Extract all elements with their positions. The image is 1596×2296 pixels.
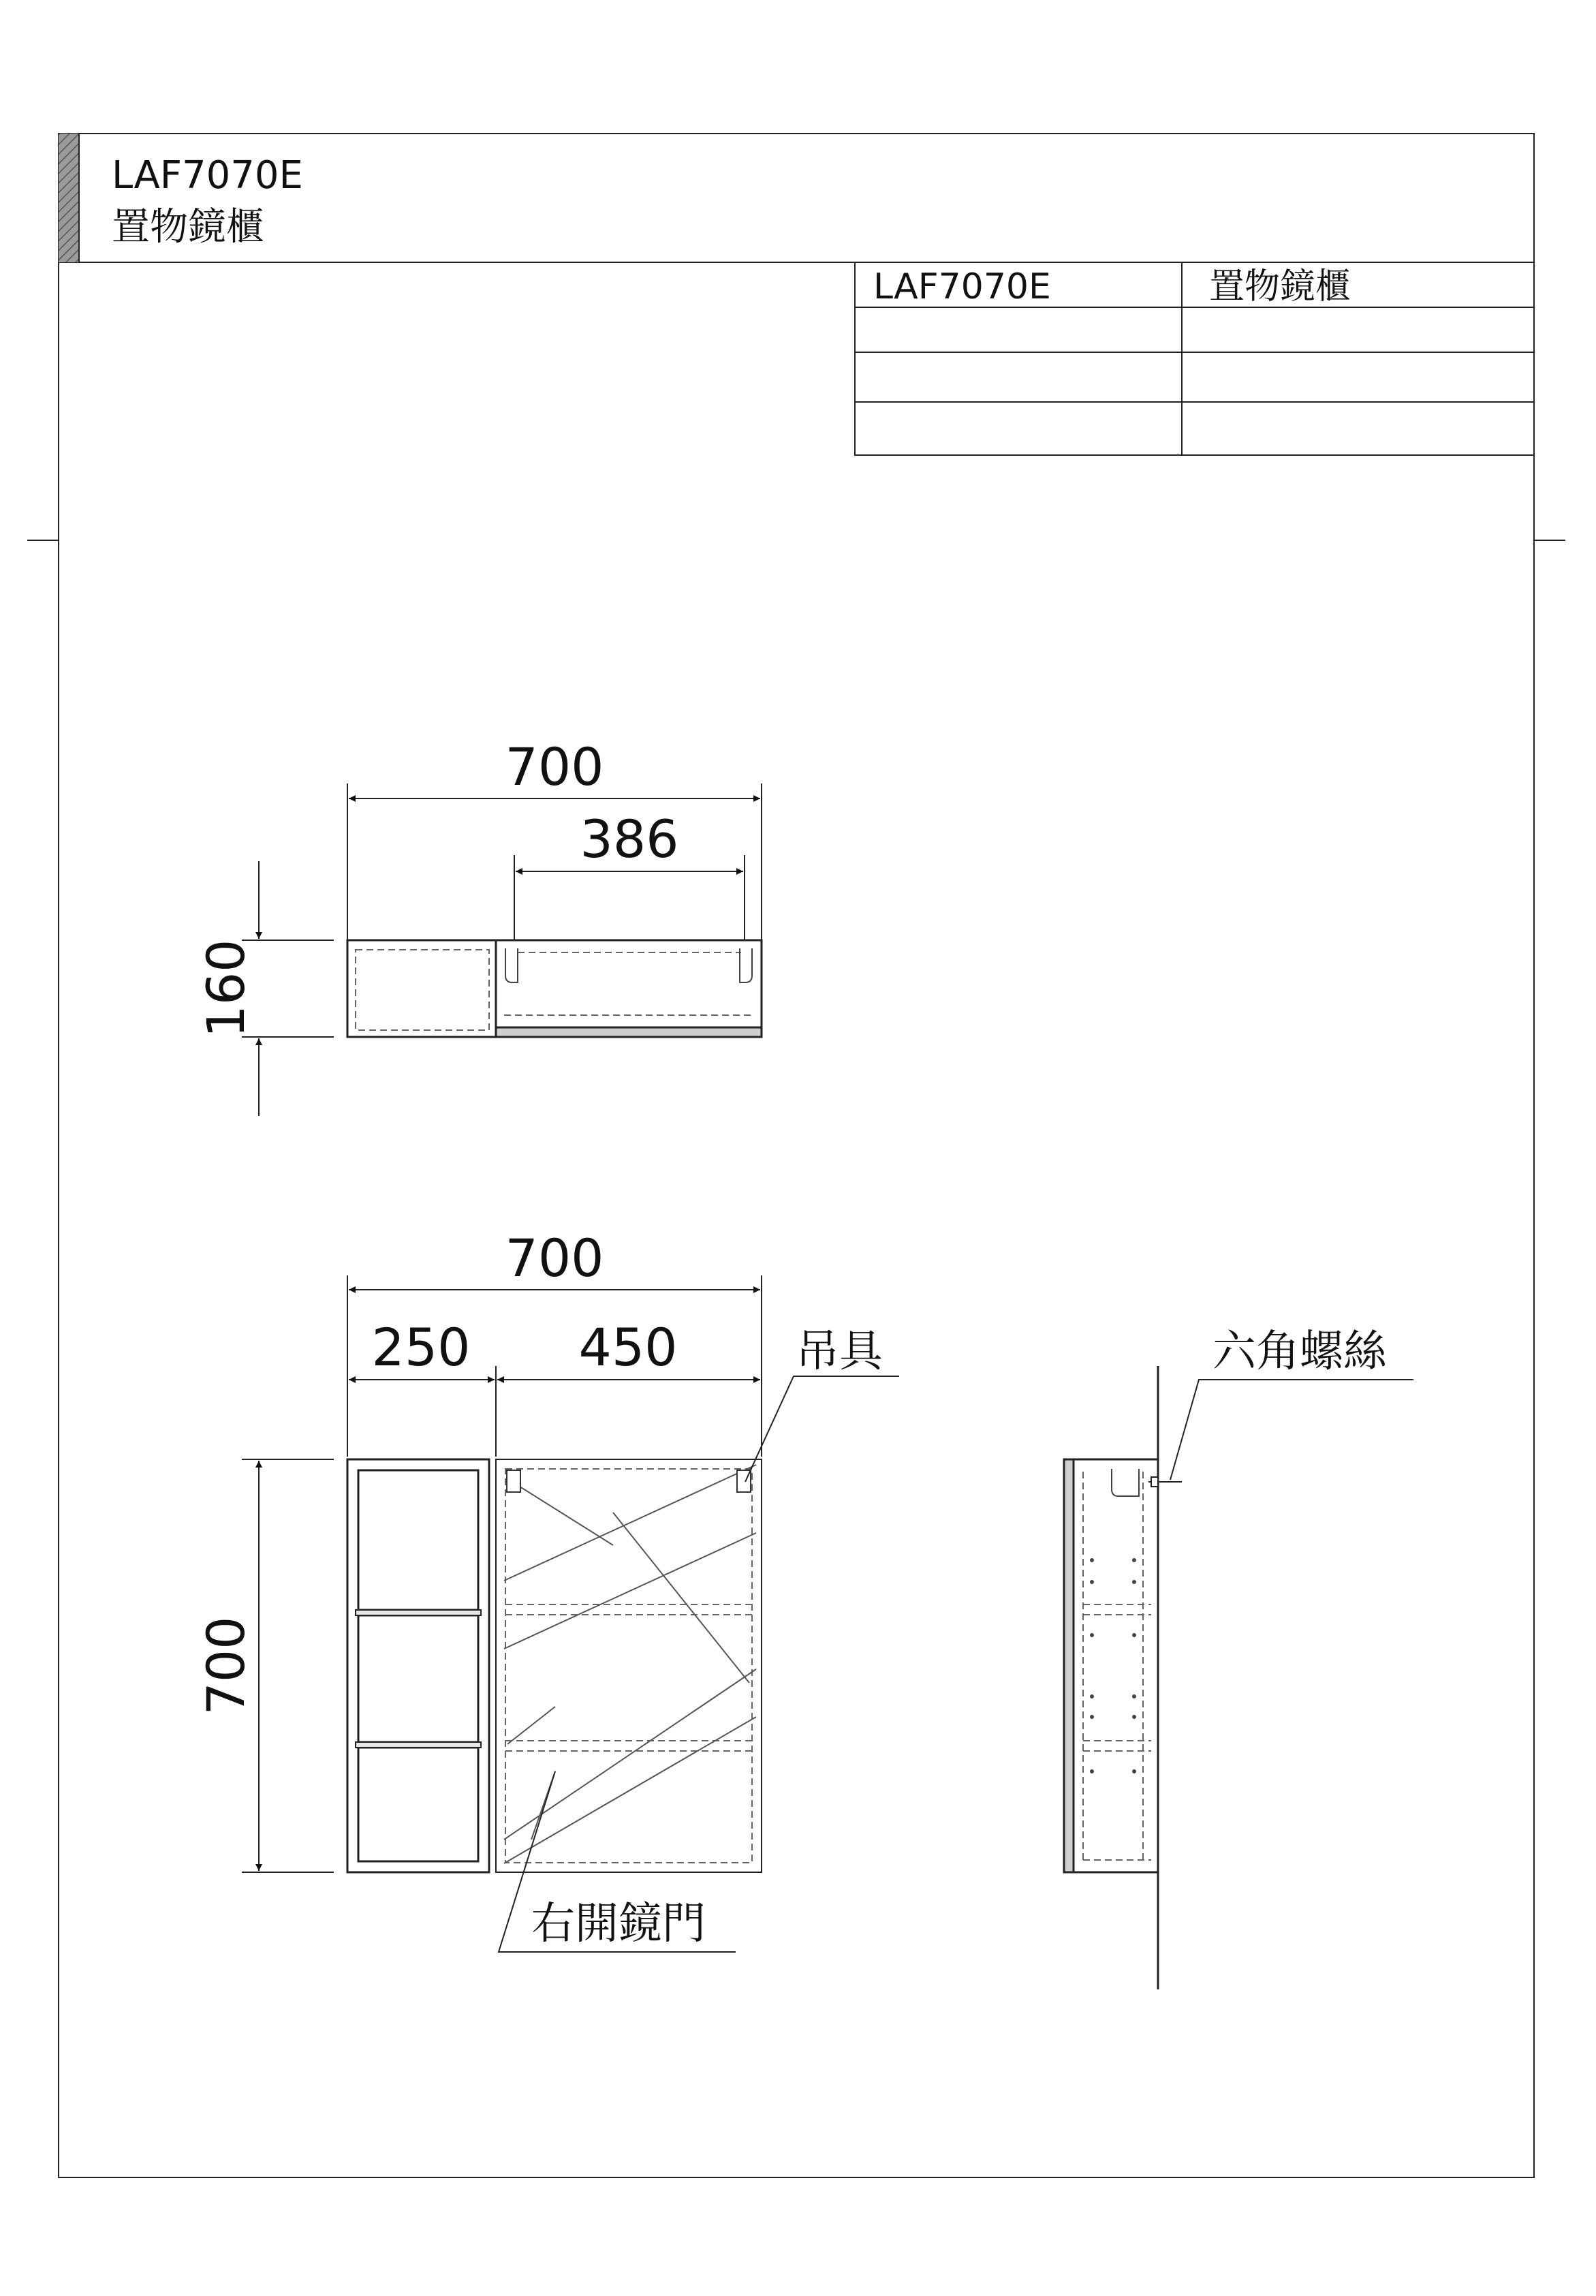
top-overall-width-label: 700 [505,736,604,797]
top-depth-label: 160 [195,939,256,1038]
front-left-width-label: 250 [371,1317,471,1378]
screw-label: 六角螺絲 [1212,1327,1387,1377]
front-right-width-label: 450 [578,1317,678,1378]
sheet-frame [27,134,1565,2177]
hanger-leader [745,1376,899,1482]
spec-cell-name: 置物鏡櫃 [1209,266,1351,307]
side-view [1064,1327,1413,1989]
front-overall-width-label: 700 [505,1228,604,1288]
top-door-width-label: 386 [580,809,679,869]
front-view [195,1228,899,1952]
hanger-label: 吊具 [796,1327,883,1377]
screw-leader [1170,1380,1413,1480]
title-model: LAF7070E [112,153,303,198]
title-block [59,134,303,262]
title-name: 置物鏡櫃 [112,205,264,249]
door-label: 右開鏡門 [531,1899,706,1949]
hanger-bracket [507,1470,751,1492]
title-hatch-strip [59,134,79,262]
spec-cell-model: LAF7070E [873,266,1051,307]
top-view [195,736,762,1116]
front-height-label: 700 [195,1616,256,1716]
hex-screw-icon [1148,1477,1182,1487]
